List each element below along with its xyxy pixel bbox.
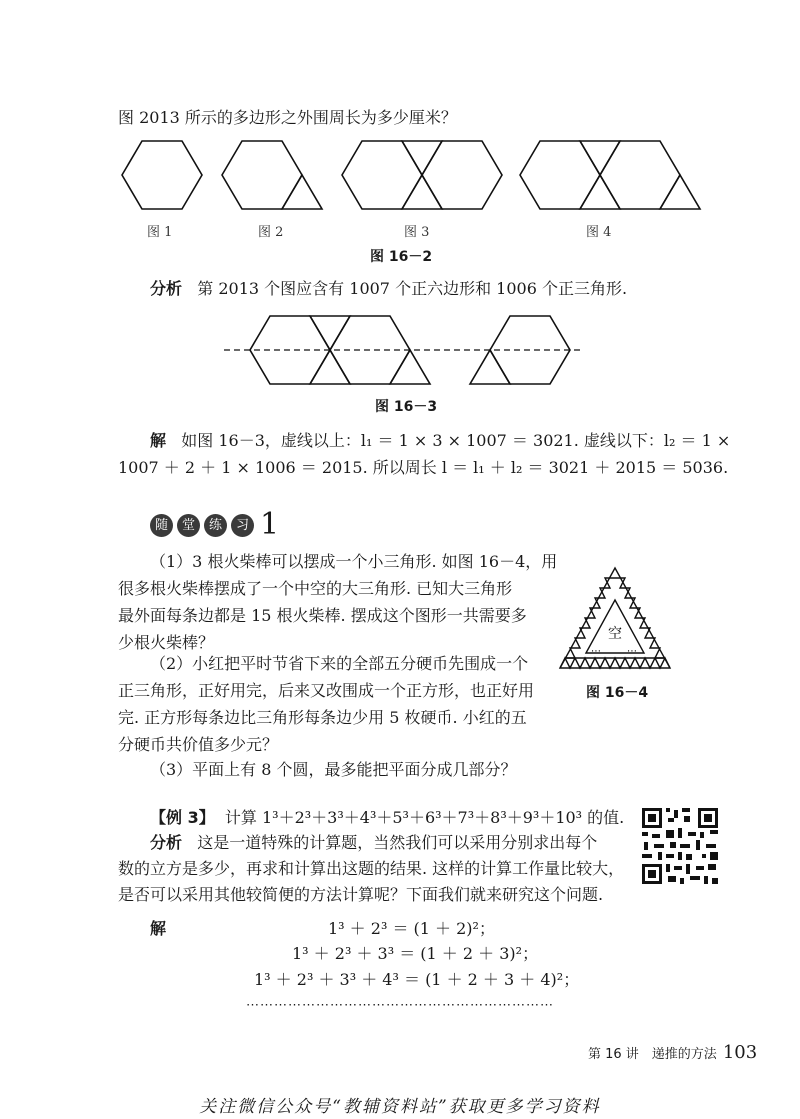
- figure-16-4: [555, 562, 675, 674]
- example3-analysis-label: 分析: [150, 833, 183, 852]
- bottom-banner: 关注微信公众号“教辅资料站”获取更多学习资料: [199, 1097, 601, 1117]
- triangle: [282, 175, 322, 209]
- equation-3: 1³ ＋ 2³ ＋ 3³ ＋ 4³ ＝ (1 ＋ 2 ＋ 3 ＋ 4)²；: [254, 970, 580, 989]
- triangle: [660, 175, 700, 209]
- triangle: [580, 175, 620, 209]
- practice-p1-line-3: 最外面每条边都是 15 根火柴棒. 摆成这个图形一共需要多: [118, 606, 527, 625]
- practice-p2-line-4: 分硬币共价值多少元？: [118, 735, 279, 754]
- analysis-text: 第 2013 个图应含有 1007 个正六边形和 1006 个正三角形.: [197, 279, 628, 298]
- figure-16-2: [110, 135, 710, 215]
- fig3-caption: 图 3: [404, 225, 430, 240]
- triangle-up: [310, 316, 350, 350]
- triangle-up: [580, 141, 620, 175]
- example3-text: 计算 1³＋2³＋3³＋4³＋5³＋6³＋7³＋8³＋9³＋10³ 的值.: [224, 808, 625, 827]
- hexagon: [342, 141, 422, 209]
- analysis-label: 分析: [150, 279, 183, 298]
- analysis-block: [150, 279, 627, 299]
- equation-1: 1³ ＋ 2³ ＝ (1 ＋ 2)²；: [328, 919, 495, 938]
- badge: 堂: [177, 514, 200, 537]
- fig4-center-label: 空: [608, 626, 622, 642]
- hexagon: [422, 141, 502, 209]
- hexagon: [600, 141, 680, 209]
- badge: 随: [150, 514, 173, 537]
- badge: 练: [204, 514, 227, 537]
- practice-heading: [150, 507, 280, 542]
- fig4-dots: ⋯: [591, 646, 601, 657]
- equation-2: 1³ ＋ 2³ ＋ 3³ ＝ (1 ＋ 2 ＋ 3)²；: [292, 944, 539, 963]
- practice-p2-line-3: 完. 正方形每条边比三角形每条边少用 5 枚硬币. 小红的五: [118, 708, 527, 727]
- example3-analysis-line-1: [150, 833, 597, 853]
- example3-analysis-text-1: 这是一道特殊的计算题，当然我们可以采用分别求出每个: [197, 833, 598, 852]
- practice-p1-line-2: 很多根火柴棒摆成了一个中空的大三角形. 已知大三角形: [118, 579, 513, 598]
- page-footer: [588, 1042, 757, 1063]
- example3-analysis-line-3: 是否可以采用其他较简便的方法计算呢？下面我们就来研究这个问题.: [118, 885, 604, 904]
- example3-solution-label: 解: [150, 919, 167, 938]
- solution-text-1: 如图 16－3，虚线以上：l₁ ＝ 1 × 3 × 1007 ＝ 3021. 虚线以下：l₂ ＝ 1 ×: [181, 431, 731, 450]
- fig4-dots: ⋯: [627, 646, 637, 657]
- example3-label: 【例 3】: [150, 808, 215, 827]
- figure-16-2-title: 图 16－2: [370, 249, 433, 265]
- triangle: [402, 175, 442, 209]
- practice-p2-line-1: （2）小红把平时节省下来的全部五分硬币先围成一个: [150, 654, 529, 673]
- triangle: [390, 350, 430, 384]
- solution-line-2: 1007 ＋ 2 ＋ 1 × 1006 ＝ 2015. 所以周长 l ＝ l₁ ＋ l₂ ＝ 3021 ＋ 2015 ＝ 5036.: [118, 458, 729, 477]
- fig4-caption: 图 4: [586, 225, 612, 240]
- example3-line: [150, 808, 624, 828]
- figure-16-4-title: 图 16－4: [586, 685, 649, 701]
- fig1-caption: 图 1: [147, 225, 173, 240]
- practice-p1-line-1: （1）3 根火柴棒可以摆成一个小三角形. 如图 16－4，用: [150, 552, 558, 571]
- hexagon: [222, 141, 302, 209]
- triangle: [470, 350, 510, 384]
- practice-number: 1: [260, 507, 280, 542]
- hexagon: [122, 141, 202, 209]
- continuation-dots: ⋯⋯⋯⋯⋯⋯⋯⋯⋯⋯⋯⋯⋯⋯⋯⋯⋯⋯⋯⋯⋯⋯: [246, 998, 554, 1013]
- solution-label: 解: [150, 431, 167, 450]
- figure-16-3: [220, 312, 590, 392]
- triangle-up: [402, 141, 442, 175]
- badge: 习: [231, 514, 254, 537]
- fig2-caption: 图 2: [258, 225, 284, 240]
- triangle: [310, 350, 350, 384]
- problem-intro: 图 2013 所示的多边形之外围周长为多少厘米？: [118, 108, 457, 127]
- example3-analysis-line-2: 数的立方是多少，再求和计算出这题的结果. 这样的计算工作量比较大，: [118, 859, 625, 878]
- qr-code-icon: [640, 806, 720, 886]
- solution-line-1: [150, 431, 730, 451]
- practice-p3: （3）平面上有 8 个圆，最多能把平面分成几部分？: [150, 760, 517, 779]
- figure-16-3-title: 图 16－3: [375, 399, 438, 415]
- hexagon: [520, 141, 600, 209]
- section-title: 第 16 讲 递推的方法: [588, 1047, 717, 1062]
- practice-p2-line-2: 正三角形，正好用完，后来又改围成一个正方形，也正好用: [118, 681, 535, 700]
- practice-p1-line-4: 少根火柴棒？: [118, 633, 215, 652]
- page-number: 103: [722, 1042, 758, 1063]
